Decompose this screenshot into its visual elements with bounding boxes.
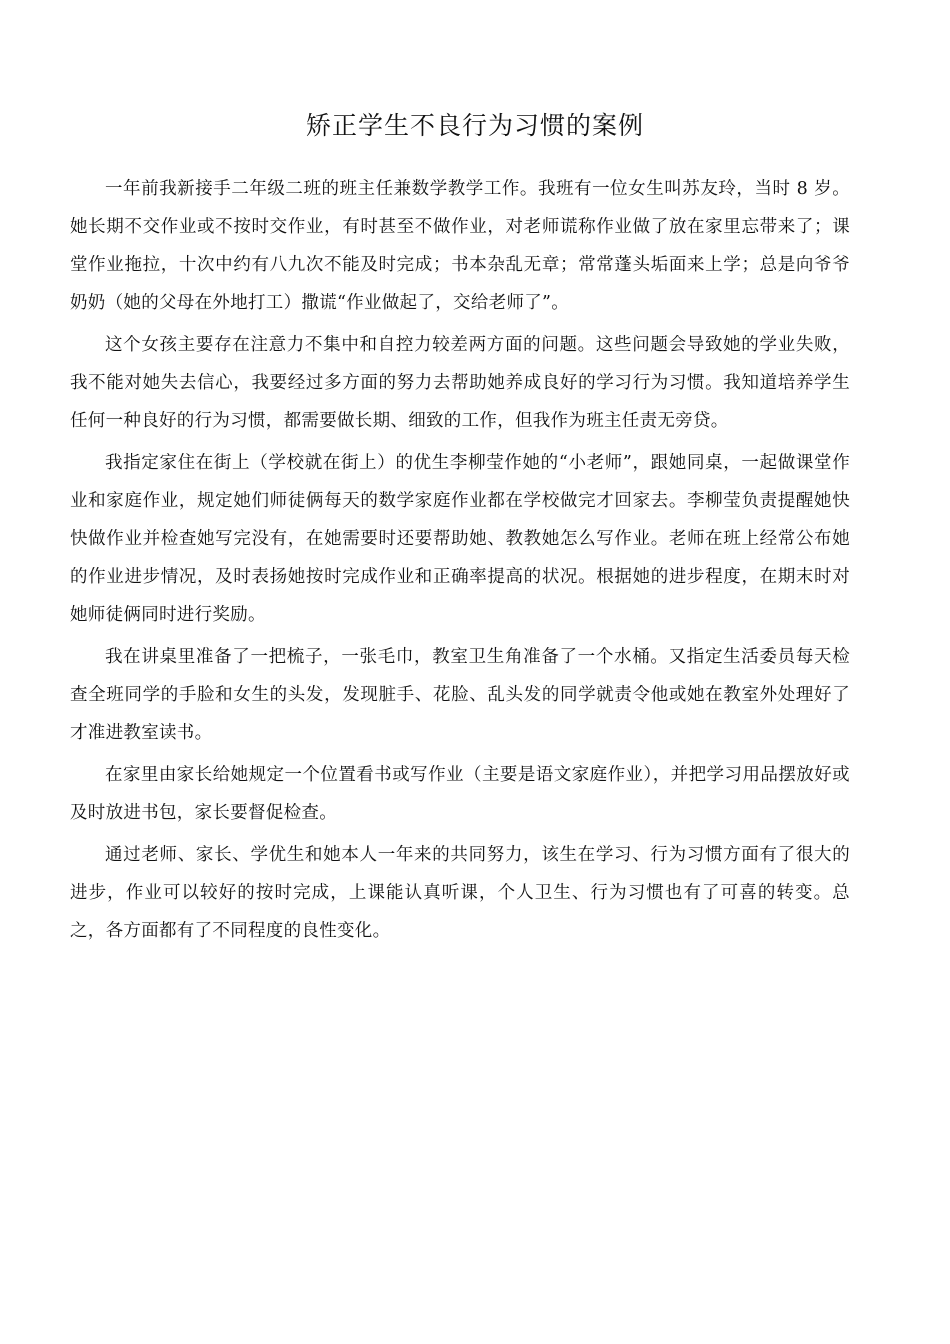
paragraph-6: 通过老师、家长、学优生和她本人一年来的共同努力，该生在学习、行为习惯方面有了很大的进步，作业可以较好的按时完成，上课能认真听课，个人卫生、行为习惯也有了可喜的转变。总之，各方面都有了不同程度的良性变化。 <box>70 845 850 941</box>
paragraph-2: 这个女孩主要存在注意力不集中和自控力较差两方面的问题。这些问题会导致她的学业失败，我不能对她失去信心，我要经过多方面的努力去帮助她养成良好的学习行为习惯。我知道培养学生任何一种良好的行为习惯，都需要做长期、细致的工作，但我作为班主任责无旁贷。 <box>70 335 850 431</box>
paragraph-5: 在家里由家长给她规定一个位置看书或写作业（主要是语文家庭作业），并把学习用品摆放好或及时放进书包，家长要督促检查。 <box>70 765 850 823</box>
paragraph-3: 我指定家住在街上（学校就在街上）的优生李柳莹作她的“小老师”，跟她同桌，一起做课堂作业和家庭作业，规定她们师徒俩每天的数学家庭作业都在学校做完才回家去。李柳莹负责提醒她快快做作业并检查她写完没有，在她需要时还要帮助她、教教她怎么写作业。老师在班上经常公布她的作业进步情况，及时表扬她按时完成作业和正确率提高的状况。根据她的进步程度，在期末时对她师徒俩同时进行奖励。 <box>70 453 850 625</box>
document-title: 矫正学生不良行为习惯的案例 <box>305 111 644 140</box>
paragraph-4: 我在讲桌里准备了一把梳子，一张毛巾，教室卫生角准备了一个水桶。又指定生活委员每天检查全班同学的手脸和女生的头发，发现脏手、花脸、乱头发的同学就责令他或她在教室外处理好了才准进教室读书。 <box>70 647 850 743</box>
document-body <box>70 170 850 950</box>
paragraph-1: 一年前我新接手二年级二班的班主任兼数学教学工作。我班有一位女生叫苏友玲，当时 8 岁。她长期不交作业或不按时交作业，有时甚至不做作业，对老师谎称作业做了放在家里忘带来了；课堂作业拖拉，十次中约有八九次不能及时完成；书本杂乱无章；常常蓬头垢面来上学；总是向爷爷奶奶（她的父母在外地打工）撒谎“作业做起了，交给老师了”。 <box>70 179 850 313</box>
